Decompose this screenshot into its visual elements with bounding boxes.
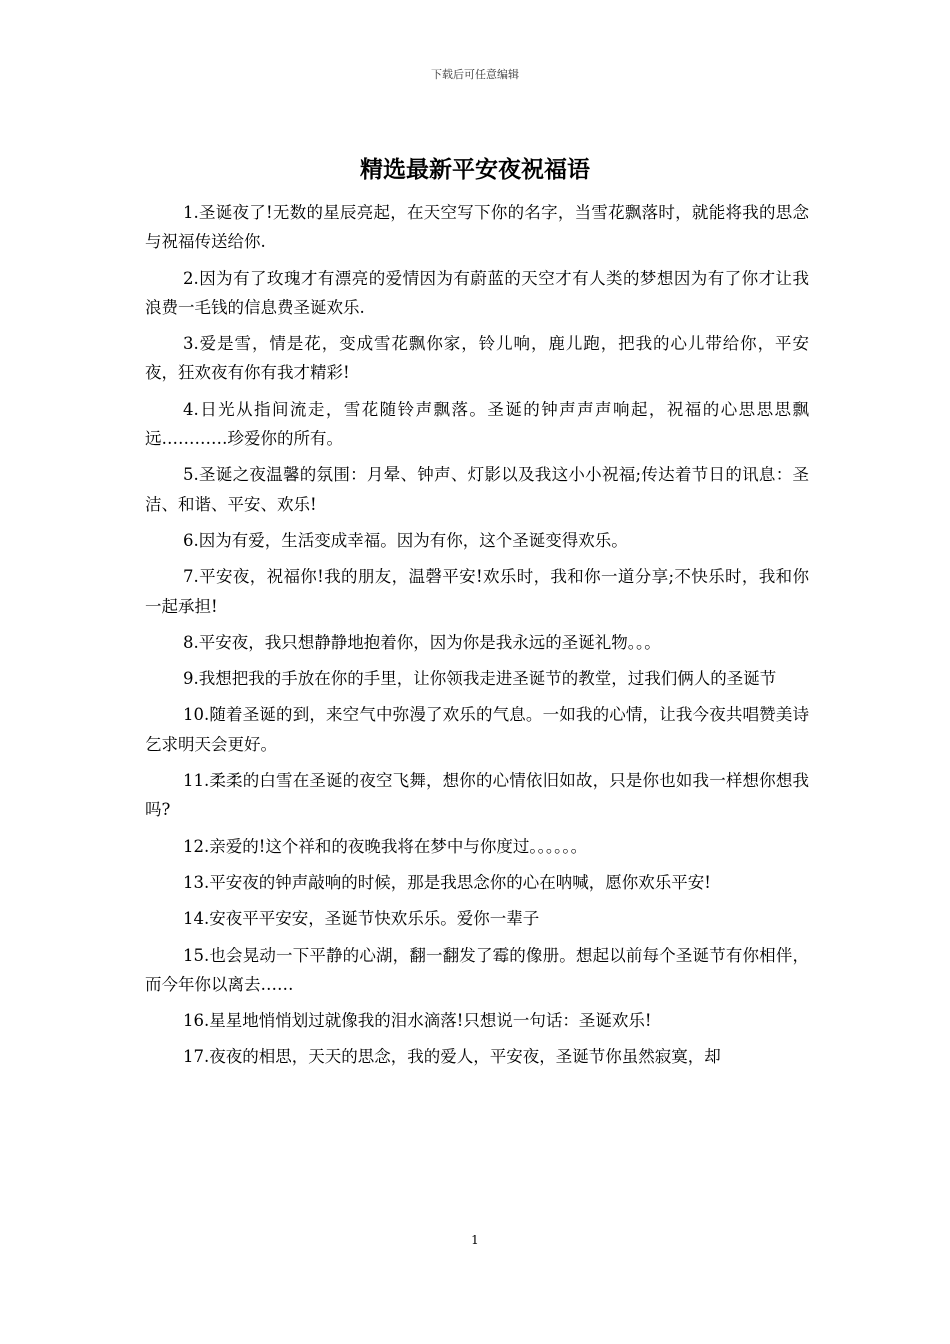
paragraph-14: 14.安夜平平安安，圣诞节快欢乐乐。爱你一辈子 — [183, 909, 540, 929]
paragraph-6: 6.因为有爱，生活变成幸福。因为有你，这个圣诞变得欢乐。 — [183, 530, 628, 550]
paragraph-7: 7.平安夜，祝福你!我的朋友，温磬平安!欢乐时，我和你一道分享;不快乐时，我和你一起承担! — [145, 567, 809, 616]
document-body — [145, 198, 809, 1079]
paragraph-9: 9.我想把我的手放在你的手里，让你领我走进圣诞节的教堂，过我们俩人的圣诞节 — [183, 669, 777, 689]
paragraph-11: 11.柔柔的白雪在圣诞的夜空飞舞，想你的心情依旧如故，只是你也如我一样想你想我吗? — [145, 771, 809, 820]
paragraph-17: 17.夜夜的相思，天天的思念，我的爱人，平安夜，圣诞节你虽然寂寞，却 — [183, 1047, 721, 1067]
header-note: 下载后可任意编辑 — [431, 68, 519, 81]
paragraph-1: 1.圣诞夜了!无数的星辰亮起，在天空写下你的名字，当雪花飘落时，就能将我的思念与祝福传送给你. — [145, 203, 809, 252]
paragraph-12: 12.亲爱的!这个祥和的夜晚我将在梦中与你度过。。。。。。 — [183, 836, 588, 856]
paragraph-10: 10.随着圣诞的到，来空气中弥漫了欢乐的气息。一如我的心情，让我今夜共唱赞美诗乞求明天会更好。 — [145, 705, 809, 754]
paragraph-3: 3.爱是雪，情是花，变成雪花飘你家，铃儿响，鹿儿跑，把我的心儿带给你，平安夜，狂欢夜有你有我才精彩! — [145, 334, 809, 383]
paragraph-13: 13.平安夜的钟声敲响的时候，那是我思念你的心在呐喊，愿你欢乐平安! — [183, 872, 711, 892]
paragraph-4: 4.日光从指间流走，雪花随铃声飘落。圣诞的钟声声声响起，祝福的心思思思飘远…………珍爱你的所有。 — [145, 399, 809, 449]
page-number: 1 — [471, 1233, 479, 1247]
paragraph-15: 15.也会晃动一下平静的心湖，翻一翻发了霉的像册。想起以前每个圣诞节有你相伴，而今年你以离去…… — [145, 945, 809, 994]
document-title: 精选最新平安夜祝福语 — [360, 156, 590, 183]
paragraph-8: 8.平安夜，我只想静静地抱着你，因为你是我永远的圣诞礼物。。。 — [183, 632, 661, 652]
paragraph-5: 5.圣诞之夜温馨的氛围：月晕、钟声、灯影以及我这小小祝福;传达着节日的讯息：圣洁、和谐、平安、欢乐! — [145, 465, 809, 514]
paragraph-2: 2.因为有了玫瑰才有漂亮的爱情因为有蔚蓝的天空才有人类的梦想因为有了你才让我浪费一毛钱的信息费圣诞欢乐. — [145, 268, 809, 317]
paragraph-16: 16.星星地悄悄划过就像我的泪水滴落!只想说一句话：圣诞欢乐! — [183, 1011, 652, 1031]
